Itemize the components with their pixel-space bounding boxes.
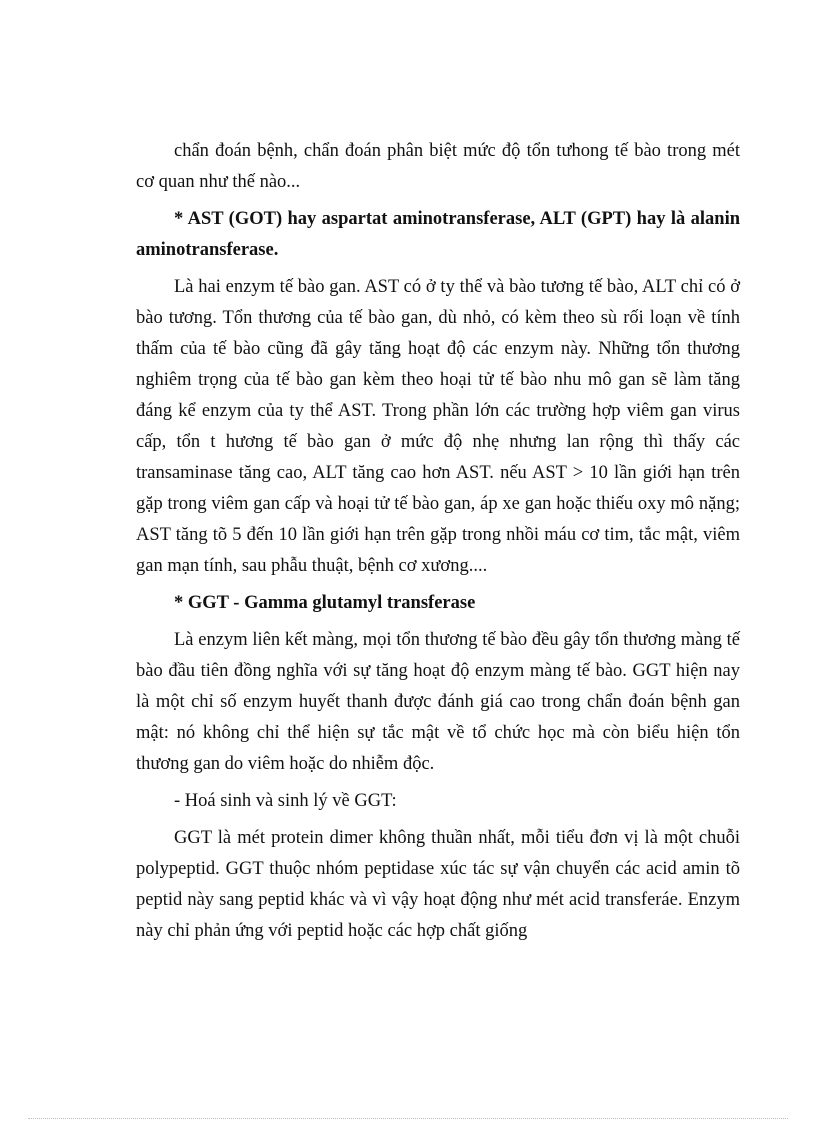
document-page [136, 136, 740, 953]
body-paragraph: Là hai enzym tế bào gan. AST có ở ty thể và bào tương tế bào, ALT chỉ có ở bào tương. Tổn thương của tế bào gan, dù nhỏ, có kèm theo sù rối loạn về tính thấm của tế bào cũng đã gây tăng hoạt độ các enzym này. Những tổn thương nghiêm trọng của tế bào gan kèm theo hoại tử tế bào nhu mô gan sẽ làm tăng đáng kể enzym của ty thể AST. Trong phần lớn các trường hợp viêm gan virus cấp, tổn t hương tế bào gan ở mức độ nhẹ nhưng lan rộng thì thấy các transaminase tăng cao, ALT tăng cao hơn AST. nếu AST > 10 lần giới hạn trên gặp trong viêm gan cấp và hoại tử tế bào gan, áp xe gan hoặc thiếu oxy mô nặng; AST tăng tõ 5 đến 10 lần giới hạn trên gặp trong nhồi máu cơ tim, tắc mật, viêm gan mạn tính, sau phẫu thuật, bệnh cơ xương.... [136, 277, 740, 576]
body-paragraph: GGT là mét protein dimer không thuần nhất, mỗi tiểu đơn vị là một chuỗi polypeptid. GGT thuộc nhóm peptidase xúc tác sự vận chuyển các acid amin tõ peptid này sang peptid khác và vì vậy hoạt động như mét acid transferáe. Enzym này chỉ phản ứng với peptid hoặc các hợp chất giống [136, 828, 740, 941]
subsection-label: - Hoá sinh và sinh lý về GGT: [174, 791, 397, 811]
footer-divider [28, 1118, 788, 1119]
body-paragraph: Là enzym liên kết màng, mọi tổn thương tế bào đều gây tổn thương màng tế bào đầu tiên đồng nghĩa với sự tăng hoạt độ enzym màng tế bào. GGT hiện nay là một chỉ số enzym huyết thanh được đánh giá cao trong chẩn đoán bệnh gan mật: nó không chỉ thể hiện sự tắc mật về tổ chức học mà còn biểu hiện tổn thương gan do viêm hoặc do nhiễm độc. [136, 630, 740, 774]
section-heading-ast-alt: * AST (GOT) hay aspartat aminotransferase, ALT (GPT) hay là alanin aminotransferase. [136, 209, 740, 260]
section-heading-ggt: * GGT - Gamma glutamyl transferase [174, 593, 476, 613]
body-paragraph: chẩn đoán bệnh, chẩn đoán phân biệt mức độ tổn tưhong tế bào trong mét cơ quan như thế nào... [136, 141, 740, 192]
